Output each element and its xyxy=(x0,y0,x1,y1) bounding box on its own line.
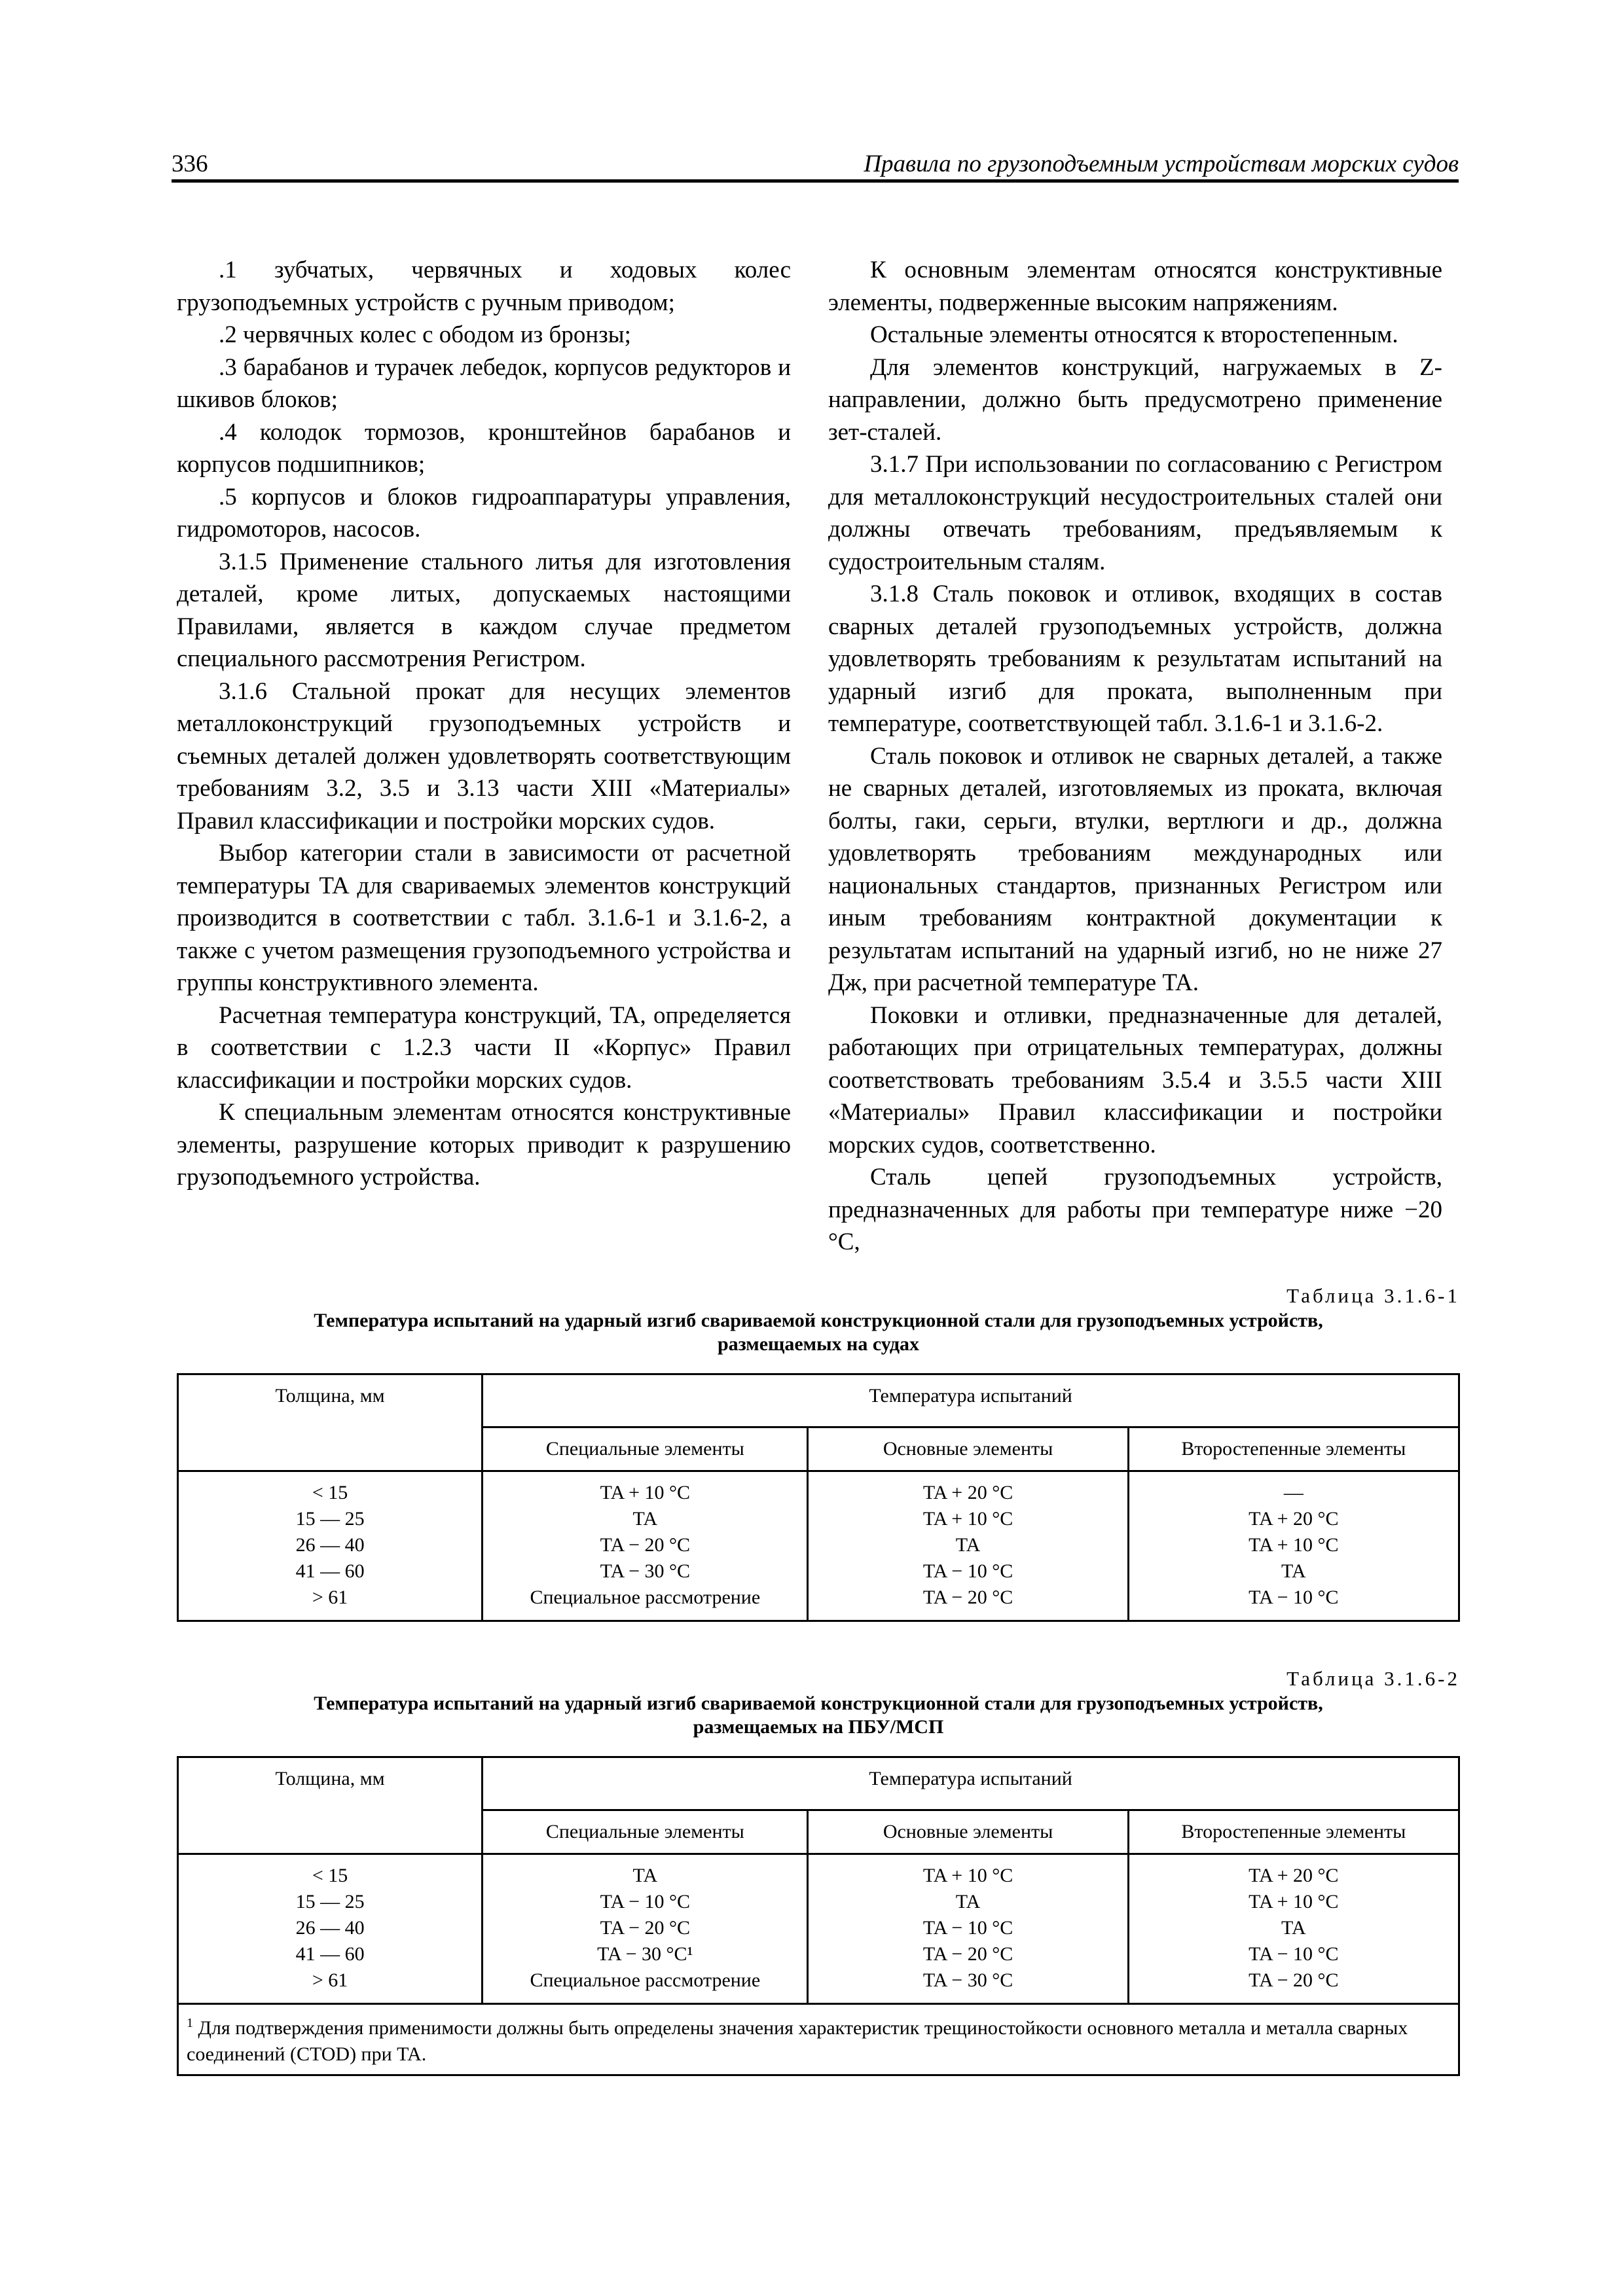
table-number: Таблица 3.1.6-1 xyxy=(1286,1284,1460,1307)
paragraph: .4 колодок тормозов, кронштейнов барабанов и корпусов подшипников; xyxy=(177,418,791,478)
table-number: Таблица 3.1.6-2 xyxy=(1286,1667,1460,1690)
thickness-cell: < 15 15 — 25 26 — 40 41 — 60 > 61 xyxy=(178,1854,483,2004)
paragraph: Расчетная температура конструкций, TA, определяется в соответствии с 1.2.3 части II «Корпус» Правил классификации и постройки морских судов. xyxy=(177,1001,791,1094)
paragraph: Поковки и отливки, предназначенные для деталей, работающих при отрицательных температурах, должны соответствовать требованиям 3.5.4 и 3.5.5 части XIII «Материалы» Правил классификации и постройки морских судов, соответственно. xyxy=(828,1001,1442,1158)
paragraph: .3 барабанов и турачек лебедок, корпусов редукторов и шкивов блоков; xyxy=(177,353,791,413)
footnote-text: Для подтверждения применимости должны быть определены значения характеристик трещиностойкости основного металла и металла сварных соединений (CTOD) при TA. xyxy=(187,2017,1408,2065)
paragraph: Для элементов конструкций, нагружаемых в Z-направлении, должно быть предусмотрено применение зет-сталей. xyxy=(828,353,1442,446)
running-title: Правила по грузоподъемным устройствам морских судов xyxy=(864,151,1459,177)
paragraph: К основным элементам относятся конструктивные элементы, подверженные высоким напряжениям. xyxy=(828,257,1442,316)
header-test-temperature: Температура испытаний xyxy=(483,1374,1459,1427)
header-secondary: Второстепенные элементы xyxy=(1128,1810,1459,1854)
paragraph: .1 зубчатых, червячных и ходовых колес грузоподъемных устройств с ручным приводом; xyxy=(177,257,791,316)
paragraph: Выбор категории стали в зависимости от расчетной температуры TA для свариваемых элементов конструкций производится в соответствии с табл. 3.1.6-1 и 3.1.6-2, а также с учетом размещения грузоподъемного устройства и группы конструктивного элемента. xyxy=(177,840,791,996)
page-header xyxy=(172,149,1459,183)
paragraph: 3.1.5 Применение стального литья для изготовления деталей, кроме литых, допускаемых настоящими Правилами, является в каждом случае предметом специального рассмотрения Регистром. xyxy=(177,548,791,672)
paragraph: Сталь поковок и отливок не сварных деталей, а также не сварных деталей, изготовляемых из проката, включая болты, гаки, серьги, втулки, вертлюги и др., должна удовлетворять требованиям международных или национальных стандартов, признанных Регистром или иным требованиям контрактной документации к результатам испытаний на ударный изгиб, но не ниже 27 Дж, при расчетной температуре TA. xyxy=(828,742,1442,996)
paragraph: К специальным элементам относятся конструктивные элементы, разрушение которых приводит к разрушению грузоподъемного устройства. xyxy=(177,1099,791,1191)
header-test-temperature: Температура испытаний xyxy=(483,1757,1459,1810)
main-cell: TA + 20 °C TA + 10 °C TA TA − 10 °C TA − 20 °C xyxy=(808,1471,1128,1621)
paragraph: .2 червячных колес с ободом из бронзы; xyxy=(219,321,631,348)
paragraph: 3.1.8 Сталь поковок и отливок, входящих в состав сварных деталей грузоподъемных устройств, должна удовлетворять требованиям к результатам испытаний на ударный изгиб для проката, выполненным при температуре, соответствующей табл. 3.1.6-1 и 3.1.6-2. xyxy=(828,581,1442,737)
header-thickness: Толщина, мм xyxy=(178,1374,483,1471)
table-3-1-6-2 xyxy=(177,1756,1460,2076)
paragraph: 3.1.7 При использовании по согласованию с Регистром для металлоконструкций несудостроительных сталей они должны отвечать требованиям, предъявляемым к судостроительным сталям. xyxy=(828,451,1442,575)
thickness-cell: < 15 15 — 25 26 — 40 41 — 60 > 61 xyxy=(178,1471,483,1621)
footnote-mark: 1 xyxy=(187,2016,193,2030)
paragraph: .5 корпусов и блоков гидроаппаратуры управления, гидромоторов, насосов. xyxy=(177,483,791,543)
page-number: 336 xyxy=(172,151,208,177)
header-special: Специальные элементы xyxy=(483,1810,808,1854)
paragraph: 3.1.6 Стальной прокат для несущих элементов металлоконструкций грузоподъемных устройств и съемных деталей должен удовлетворять соответствующим требованиям 3.2, 3.5 и 3.13 части XIII «Материалы» Правил классификации и постройки морских судов. xyxy=(177,677,791,834)
header-main: Основные элементы xyxy=(808,1427,1128,1471)
header-secondary: Второстепенные элементы xyxy=(1128,1427,1459,1471)
table-title: Температура испытаний на ударный изгиб свариваемой конструкционной стали для грузоподъемных устройств, размещаемых на ПБУ/МСП xyxy=(314,1693,1323,1738)
special-cell: TA TA − 10 °C TA − 20 °C TA − 30 °C¹ Специальное рассмотрение xyxy=(483,1854,808,2004)
table-title: Температура испытаний на ударный изгиб свариваемой конструкционной стали для грузоподъемных устройств, размещаемых на судах xyxy=(314,1310,1323,1355)
secondary-cell: TA + 20 °C TA + 10 °C TA TA − 10 °C TA − 20 °C xyxy=(1128,1854,1459,2004)
left-column xyxy=(177,254,791,1194)
paragraph: Сталь цепей грузоподъемных устройств, предназначенных для работы при температуре ниже −20 °C, xyxy=(828,1164,1442,1255)
special-cell: TA + 10 °C TA TA − 20 °C TA − 30 °C Специальное рассмотрение xyxy=(483,1471,808,1621)
table-3-1-6-1 xyxy=(177,1373,1460,1622)
table-footnote xyxy=(178,2004,1459,2075)
table-3-1-6-1-block xyxy=(177,1283,1460,1622)
main-cell: TA + 10 °C TA TA − 10 °C TA − 20 °C TA − 30 °C xyxy=(808,1854,1128,2004)
header-main: Основные элементы xyxy=(808,1810,1128,1854)
secondary-cell: — TA + 20 °C TA + 10 °C TA TA − 10 °C xyxy=(1128,1471,1459,1621)
right-column xyxy=(828,254,1442,1259)
paragraph: Остальные элементы относятся к второстепенным. xyxy=(870,321,1398,348)
header-special: Специальные элементы xyxy=(483,1427,808,1471)
header-thickness: Толщина, мм xyxy=(178,1757,483,1854)
table-3-1-6-2-block xyxy=(177,1666,1460,2076)
